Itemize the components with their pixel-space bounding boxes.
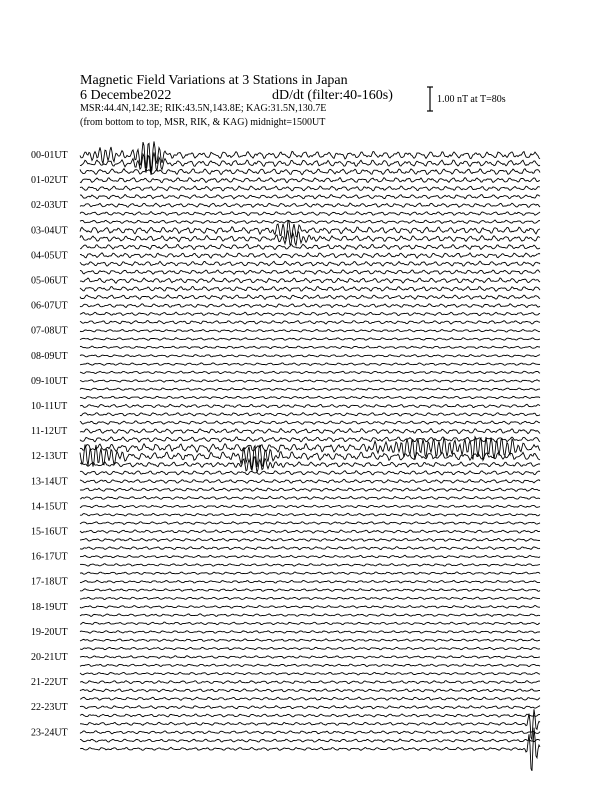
hour-row-04-05UT: [31, 250, 540, 274]
trace-kag: [80, 681, 540, 684]
hour-label: 13-14UT: [31, 476, 68, 488]
trace-rik: [80, 363, 540, 366]
hour-row-07-08UT: [31, 326, 540, 349]
trace-msr: [80, 597, 540, 600]
trace-kag: [80, 429, 540, 434]
hour-label: 03-04UT: [31, 225, 68, 237]
hour-label: 19-20UT: [31, 626, 68, 638]
hour-row-00-01UT: [31, 141, 540, 174]
hour-label: 05-06UT: [31, 275, 68, 287]
hour-label: 04-05UT: [31, 250, 68, 262]
trace-kag: [80, 479, 540, 483]
hour-row-17-18UT: [31, 577, 540, 600]
trace-rik: [80, 714, 540, 717]
hour-label: 11-12UT: [31, 426, 68, 438]
hour-row-05-06UT: [31, 276, 540, 300]
hour-row-18-19UT: [31, 602, 540, 625]
hour-row-06-07UT: [31, 301, 540, 324]
scale-bar: [427, 87, 433, 111]
trace-msr: [80, 195, 540, 199]
trace-kag: [80, 380, 540, 383]
trace-msr: [80, 220, 540, 223]
hour-row-03-04UT: [31, 221, 540, 250]
trace-kag: [80, 605, 540, 608]
hour-row-16-17UT: [31, 552, 540, 575]
hour-label: 09-10UT: [31, 375, 68, 387]
hour-row-20-21UT: [31, 652, 540, 675]
hour-row-15-16UT: [31, 527, 540, 550]
trace-kag: [80, 505, 540, 508]
hour-label: 01-02UT: [31, 175, 68, 187]
hour-label: 23-24UT: [31, 727, 68, 739]
trace-kag: [80, 253, 540, 258]
trace-msr: [80, 346, 540, 349]
trace-msr: [80, 728, 540, 771]
hour-label: 21-22UT: [31, 677, 68, 689]
trace-msr: [80, 295, 540, 300]
trace-msr: [80, 371, 540, 374]
trace-rik: [80, 212, 540, 216]
trace-rik: [80, 261, 540, 266]
trace-rik: [80, 664, 540, 667]
trace-msr: [80, 697, 540, 700]
hour-row-19-20UT: [31, 627, 540, 650]
trace-kag: [80, 580, 540, 583]
trace-rik: [80, 739, 540, 742]
hour-label: 18-19UT: [31, 601, 68, 613]
trace-kag: [80, 304, 540, 308]
scale-bar-label: 1.00 nT at T=80s: [437, 94, 506, 105]
chart-date: 6 Decembe2022: [80, 88, 172, 103]
hour-row-02-03UT: [31, 200, 540, 223]
station-coordinates: MSR:44.4N,142.3E; RIK:43.5N,143.8E; KAG:31.5N,130.7E: [80, 103, 327, 114]
trace-rik: [80, 388, 540, 391]
trace-kag: [80, 404, 540, 407]
trace-kag: [80, 355, 540, 357]
hour-label: 12-13UT: [31, 451, 68, 463]
hour-label: 14-15UT: [31, 501, 68, 513]
trace-msr: [80, 622, 540, 625]
trace-msr: [80, 321, 540, 324]
trace-msr: [80, 244, 540, 249]
trace-msr: [80, 471, 540, 475]
hour-row-08-09UT: [31, 351, 540, 374]
trace-kag: [80, 631, 540, 634]
trace-msr: [80, 572, 540, 575]
station-order-note: (from bottom to top, MSR, RIK, & KAG) midnight=1500UT: [80, 117, 326, 128]
hour-label: 15-16UT: [31, 526, 68, 538]
hour-label: 08-09UT: [31, 350, 68, 362]
trace-rik: [80, 614, 540, 617]
hour-label: 07-08UT: [31, 325, 68, 337]
hour-label: 00-01UT: [31, 150, 68, 161]
trace-rik: [80, 513, 540, 516]
trace-rik: [80, 589, 540, 592]
hour-label: 17-18UT: [31, 576, 68, 588]
trace-rik: [80, 437, 540, 442]
trace-msr: [80, 647, 540, 650]
trace-msr: [80, 522, 540, 525]
trace-rik: [80, 639, 540, 642]
trace-msr: [80, 672, 540, 675]
trace-kag: [80, 278, 540, 283]
trace-msr: [80, 496, 540, 499]
hour-label: 06-07UT: [31, 300, 68, 312]
hour-row-23-24UT: [31, 727, 540, 771]
trace-rik: [80, 538, 540, 541]
trace-kag: [80, 706, 540, 709]
trace-rik: [80, 689, 540, 692]
trace-kag: [80, 530, 540, 533]
hour-label: 22-23UT: [31, 702, 68, 714]
chart-measure: dD/dt (filter:40-160s): [272, 88, 393, 103]
hour-row-01-02UT: [31, 175, 540, 199]
hour-row-14-15UT: [31, 501, 540, 524]
hour-label: 20-21UT: [31, 652, 68, 663]
trace-rik: [80, 488, 540, 491]
hour-label: 16-17UT: [31, 551, 68, 563]
hour-label: 10-11UT: [31, 401, 68, 412]
trace-rik: [80, 413, 540, 416]
trace-rik: [80, 312, 540, 315]
trace-msr: [80, 270, 540, 274]
hour-row-09-10UT: [31, 376, 540, 399]
trace-kag: [80, 178, 540, 183]
trace-rik: [80, 286, 540, 291]
hour-row-10-11UT: [31, 401, 540, 424]
trace-kag: [80, 555, 540, 558]
hour-row-13-14UT: [31, 476, 540, 499]
trace-rik: [80, 338, 540, 341]
hour-row-22-23UT: [31, 702, 540, 739]
trace-rik: [80, 186, 540, 191]
trace-msr: [80, 709, 540, 739]
trace-rik: [80, 231, 540, 245]
trace-kag: [80, 731, 540, 734]
trace-kag: [80, 656, 540, 659]
hour-label: 02-03UT: [31, 200, 68, 212]
trace-msr: [80, 421, 540, 424]
chart-title: Magnetic Field Variations at 3 Stations in Japan: [80, 73, 348, 88]
hour-row-21-22UT: [31, 677, 540, 700]
trace-msr: [80, 547, 540, 550]
trace-kag: [80, 330, 540, 333]
trace-msr: [80, 169, 540, 175]
trace-kag: [80, 203, 540, 207]
trace-rik: [80, 564, 540, 567]
trace-msr: [80, 396, 540, 399]
